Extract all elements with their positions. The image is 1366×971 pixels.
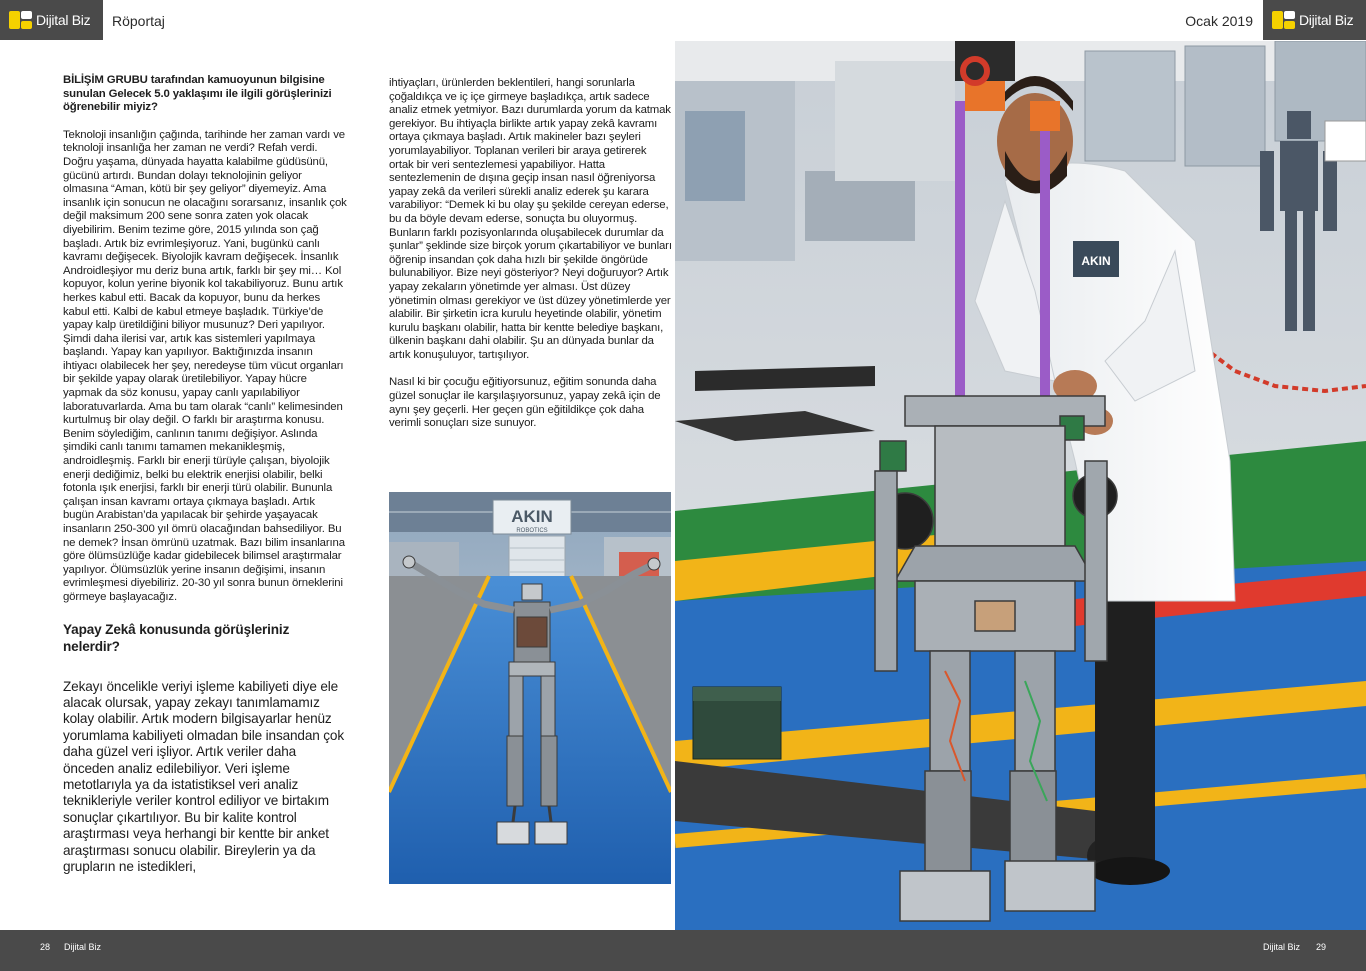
akin-sign-sub: ROBOTICS — [516, 528, 548, 534]
article-column-1 — [63, 74, 348, 889]
interview-question: BİLİŞİM GRUBU tarafından kamuoyunun bilgisine sunulan Gelecek 5.0 yaklaşımı ile ilgili görüşlerinizi öğrenebilir miyiz? — [63, 74, 332, 114]
engineer-robot-photo — [675, 41, 1366, 930]
akin-badge: AKIN — [1081, 254, 1111, 268]
page-number-left: 28 — [40, 942, 51, 952]
article-column-2 — [389, 77, 672, 445]
brand-logo-left — [0, 0, 103, 40]
page-number-right: 29 — [1315, 942, 1326, 952]
interview-answer: ihtiyaçları, ürünlerden beklentileri, hangi sorunlarla çoğaldıkça ve iç içe girmeye başladıkça, artık sadece analiz etmek yetmiyor. Bazı durumlarda yorum da katmak gerekiyor. Bu ihtiyaçla birlikte artık yapay zekâ kavramı ortaya çıkmaya başladı. Artık makineler bazı şeyleri yorumlayabiliyor. Toplanan verileri bir araya getirerek ortak bir veri sentezlemesi yapabiliyor. Hatta sentezlemenin de dışına geçip insan nasıl öğreniyorsa yapay zekâ da verileri sürekli analiz ederek şu karara varabiliyor: “Demek ki bu olay şu şekilde cereyan ederse, bu da böyle devam ederse, sonuçta bu oluyormuş. Bunların farklı pozisyonlarında oluşabilecek durumlar da şunlar” şeklinde size birçok yorum çıkartabiliyor ve bunları öğrenip insandan çok daha hızlı bir şekilde öngörüde bulunabiliyor. Bize neyi gösteriyor? Neyi doğuruyor? Artık yapay zekaların yönetimde yer alması. Üst düzey yönetimin olması gerekiyor ve üst düzey yönetimlerde yer alabilir. Bir şirketin icra kurulu heyetinde olabilir, yönetim kurulu başkanı olabilir, hatta bir kentte belediye başkanı, ülkenin başkanı dahi olabilir. Şu an dünyada bunlar da artık konuşuluyor, tartışılıyor. — [389, 77, 672, 361]
brand-logo-right — [1263, 0, 1366, 40]
brand-logo-mark-icon — [1272, 11, 1296, 29]
interview-question: Yapay Zekâ konusunda görüşleriniz nelerdir? — [63, 621, 290, 654]
interview-answer: Zekayı öncelikle veriyi işleme kabiliyeti diye ele alacak olursak, yapay zekayı tanımlamamız kolay olabilir. Artık modern bilgisayarlar henüz yorumlama kabiliyeti olmadan bile insandan çok daha güzel veri işliyor. Artık veriler daha önceden analiz edilebiliyor. Veri işleme metotlarıyla ya da istatistiksel veri analiz teknikleriyle veriler kontrol ediliyor ve birtakım sonuçlar çıkartılıyor. Bu bir kalite kontrol araştırması veya herhangi bir kentte bir anket araştırması sonucu olabilir. Bireylerin ya da grupların ne istedikleri, — [63, 678, 344, 875]
robot-hall-photo — [389, 492, 671, 884]
section-label: Röportaj — [112, 13, 165, 29]
brand-name: Dijital Biz — [36, 12, 91, 28]
issue-date: Ocak 2019 — [1185, 13, 1253, 29]
footer-brand-right: Dijital Biz — [1262, 942, 1300, 952]
footer-brand-left: Dijital Biz — [64, 942, 102, 952]
brand-name: Dijital Biz — [1299, 12, 1354, 28]
interview-answer: Teknoloji insanlığın çağında, tarihinde her zaman vardı ve teknoloji insanlığa her zaman ne verdi? Refah verdi. Doğru yaşama, dünyada hayatta kalabilme güdüsünü, gücünü artırdı. Bundan dolayı teknolojinin geliyor olmasına “Aman, kötü bir şey geliyor” diyemeyiz. Ama insanlık için sonucun ne olacağını sorarsanız, insanlık çok değil maksimum 200 sene sonra zaten yok olacak diyebilirim. Benim tezime göre, 2015 yılında son çağ başladı. Artık biz evrimleşiyoruz. Yani, bugünkü canlı kavramı değişecek. Biyolojik kavram değişecek. İnsanlık Androidleşiyor mu deriz buna artık, farklı bir şey mi… Kol kopuyor, kolun yerine biyonik kol takabiliyoruz. Bunu artık herkes kabul etti. Bacak da kopuyor, bunu da herkes kabul etti. Kalbi de kabul etmeye başladık. Türkiye’de yapay kalp üretildiğini biliyor musunuz? Deri yapılıyor. Şimdi daha ilerisi var, artık kas sistemleri yapılmaya başlandı. Yapay kan yapılıyor. Baktığınızda insanın ihtiyacı olabilecek her şey, neredeyse tüm vücut organları bir şekilde yapay olarak üretilebiliyor. Yapay hücre yapmak da söz konusu, yapay canlı yapılabiliyor laboratuvarlarda. Ama bu tam olarak “canlı” kelimesinden kurtulmuş bir olay değil. O farklı bir araştırma konusu. Benim söylediğim, canlının tanımı değişiyor. Aslında şimdiki canlı tanımı tamamen mekanikleşmiş, androidleşmiş. Farklı bir enerji türüyle çalışan, biyolojik enerji dediğimiz, belki bu elektrik enerjisi olabilir, belki fotonla ışık enerjisi, farklı bir enerji türü olabilir. Bununla çalışan insan kavramı ortaya çıkmaya başladı. Artık bugün Arabistan’da yapılacak bir şehirde yaşayacak insanların 250-300 yıl ömrü olacağından bahsediliyor. Bu ne demek? İnsan ömrünü uzatmak. Bazı bilim insanlarına göre ölümsüzlüğe kadar gidebilecek bilimsel araştırmalar yapılıyor. Ölümsüzlük yerine insanın değişimi, insanın evrimleşmesi diyebiliriz. 20-30 yıl sonra bunun örneklerini görmeye başlayacağız. — [63, 128, 347, 603]
page-footer — [0, 930, 1366, 971]
akin-sign: AKIN — [511, 507, 553, 526]
brand-logo-mark-icon — [9, 11, 33, 29]
interview-answer: Nasıl ki bir çocuğu eğitiyorsunuz, eğitim sonunda daha güzel sonuçlar ile karşılaşıyorsunuz, yapay zekâ için de aynı şey geçerli. Her geçen gün eğitildikçe çok daha verimli sonuçları size sunuyor. — [389, 376, 661, 430]
